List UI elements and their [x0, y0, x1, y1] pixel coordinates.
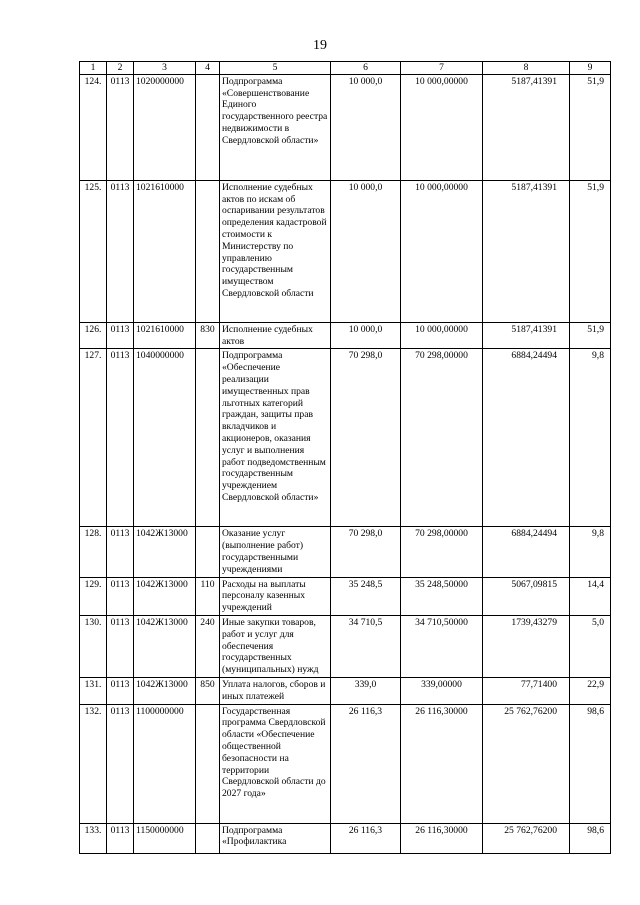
table-cell: 128. — [80, 527, 107, 577]
table-cell: 25 762,76200 — [483, 704, 570, 823]
table-cell: 70 298,0 — [331, 349, 401, 527]
table-cell: 34 710,50000 — [401, 615, 483, 677]
table-cell: 1042Ж13000 — [134, 677, 196, 704]
table-cell: 133. — [80, 823, 107, 853]
table-cell: 126. — [80, 322, 107, 349]
table-header-row — [80, 62, 611, 75]
table-cell: 35 248,50000 — [401, 577, 483, 615]
table-cell: 1020000000 — [134, 74, 196, 180]
table-cell: 127. — [80, 349, 107, 527]
page-number: 19 — [313, 38, 327, 53]
table-row — [80, 615, 611, 677]
table-cell: 5067,09815 — [483, 577, 570, 615]
table-cell: 51,9 — [570, 180, 611, 322]
table-cell: 10 000,00000 — [401, 322, 483, 349]
table-cell: 132. — [80, 704, 107, 823]
table-cell: 0113 — [107, 74, 134, 180]
table-cell: 0113 — [107, 322, 134, 349]
table-cell: 10 000,00000 — [401, 180, 483, 322]
table-cell: 850 — [196, 677, 220, 704]
table-row — [80, 704, 611, 823]
table-cell: 830 — [196, 322, 220, 349]
table-row — [80, 527, 611, 577]
table-cell: 70 298,00000 — [401, 349, 483, 527]
table-cell: 22,9 — [570, 677, 611, 704]
table-cell: 5187,41391 — [483, 74, 570, 180]
table-cell: Уплата налогов, сборов и иных платежей — [220, 677, 331, 704]
table-cell: 125. — [80, 180, 107, 322]
table-cell: 51,9 — [570, 74, 611, 180]
column-header: 8 — [483, 62, 570, 75]
table-body — [80, 62, 611, 854]
table-row — [80, 677, 611, 704]
table-cell: 0113 — [107, 677, 134, 704]
table-cell: 10 000,00000 — [401, 74, 483, 180]
table-cell: 110 — [196, 577, 220, 615]
table-cell — [196, 704, 220, 823]
table-cell: 339,0 — [331, 677, 401, 704]
table-row — [80, 577, 611, 615]
table-cell: 34 710,5 — [331, 615, 401, 677]
table-cell: Расходы на выплаты персоналу казенных учреждений — [220, 577, 331, 615]
table-cell: 1042Ж13000 — [134, 527, 196, 577]
table-cell: 26 116,3 — [331, 704, 401, 823]
table-cell: 9,8 — [570, 527, 611, 577]
table-cell: 130. — [80, 615, 107, 677]
table-cell: 6884,24494 — [483, 349, 570, 527]
table-cell: 131. — [80, 677, 107, 704]
table-cell: 10 000,0 — [331, 180, 401, 322]
column-header: 7 — [401, 62, 483, 75]
table-cell: 1100000000 — [134, 704, 196, 823]
table-cell — [196, 180, 220, 322]
column-header: 6 — [331, 62, 401, 75]
table-cell: 70 298,0 — [331, 527, 401, 577]
table-cell: 240 — [196, 615, 220, 677]
table-cell: 26 116,3 — [331, 823, 401, 853]
table-cell: 26 116,30000 — [401, 704, 483, 823]
table-cell: 0113 — [107, 527, 134, 577]
table-cell — [196, 349, 220, 527]
table-cell: 124. — [80, 74, 107, 180]
table-cell: 1150000000 — [134, 823, 196, 853]
column-header: 5 — [220, 62, 331, 75]
table-cell: 1739,43279 — [483, 615, 570, 677]
table-cell: Подпрограмма «Обеспечение реализации имущественных прав льготных категорий граждан, защиты прав вкладчиков и акционеров, оказания услуг и выполнения работ подведомственным государственным учреждением Свердловской области» — [220, 349, 331, 527]
table-cell: 0113 — [107, 180, 134, 322]
column-header: 2 — [107, 62, 134, 75]
table-cell: 6884,24494 — [483, 527, 570, 577]
table-row — [80, 322, 611, 349]
table-cell: 10 000,0 — [331, 74, 401, 180]
table-cell: Иные закупки товаров, работ и услуг для обеспечения государственных (муниципальных) нужд — [220, 615, 331, 677]
table-row — [80, 349, 611, 527]
table-cell: 51,9 — [570, 322, 611, 349]
table-cell: 0113 — [107, 704, 134, 823]
table-cell: 1021610000 — [134, 322, 196, 349]
table-cell: 5,0 — [570, 615, 611, 677]
table-cell: 0113 — [107, 615, 134, 677]
table-cell — [196, 823, 220, 853]
table-cell: Исполнение судебных актов по искам об оспаривании результатов определения кадастровой стоимости к Министерству по управлению государственным имуществом Свердловской области — [220, 180, 331, 322]
column-header: 1 — [80, 62, 107, 75]
table-cell: Подпрограмма «Профилактика — [220, 823, 331, 853]
table-cell — [196, 74, 220, 180]
table-cell: 98,6 — [570, 704, 611, 823]
table-cell: 1042Ж13000 — [134, 615, 196, 677]
table-cell: 5187,41391 — [483, 322, 570, 349]
table-cell: 1040000000 — [134, 349, 196, 527]
table-cell: 70 298,00000 — [401, 527, 483, 577]
table-cell: 98,6 — [570, 823, 611, 853]
table-cell: 14,4 — [570, 577, 611, 615]
table-cell — [196, 527, 220, 577]
table-cell: 26 116,30000 — [401, 823, 483, 853]
table-cell: 35 248,5 — [331, 577, 401, 615]
table-cell: 339,00000 — [401, 677, 483, 704]
column-header: 4 — [196, 62, 220, 75]
column-header: 3 — [134, 62, 196, 75]
table-cell: 5187,41391 — [483, 180, 570, 322]
table-cell: 77,71400 — [483, 677, 570, 704]
column-header: 9 — [570, 62, 611, 75]
table-row — [80, 823, 611, 853]
table-cell: 0113 — [107, 823, 134, 853]
table-cell: 1042Ж13000 — [134, 577, 196, 615]
table-cell: Государственная программа Свердловской области «Обеспечение общественной безопасности на территории Свердловской области до 2027 года» — [220, 704, 331, 823]
budget-table — [79, 61, 611, 854]
table-cell: 0113 — [107, 349, 134, 527]
table-cell: 129. — [80, 577, 107, 615]
table-cell: 10 000,0 — [331, 322, 401, 349]
table-cell: 0113 — [107, 577, 134, 615]
table-cell: 9,8 — [570, 349, 611, 527]
table-row — [80, 74, 611, 180]
table-row — [80, 180, 611, 322]
table-cell: 1021610000 — [134, 180, 196, 322]
table-cell: Исполнение судебных актов — [220, 322, 331, 349]
table-cell: Оказание услуг (выполнение работ) государственными учреждениями — [220, 527, 331, 577]
table-cell: Подпрограмма «Совершенствование Единого государственного реестра недвижимости в Свердловской области» — [220, 74, 331, 180]
table-cell: 25 762,76200 — [483, 823, 570, 853]
